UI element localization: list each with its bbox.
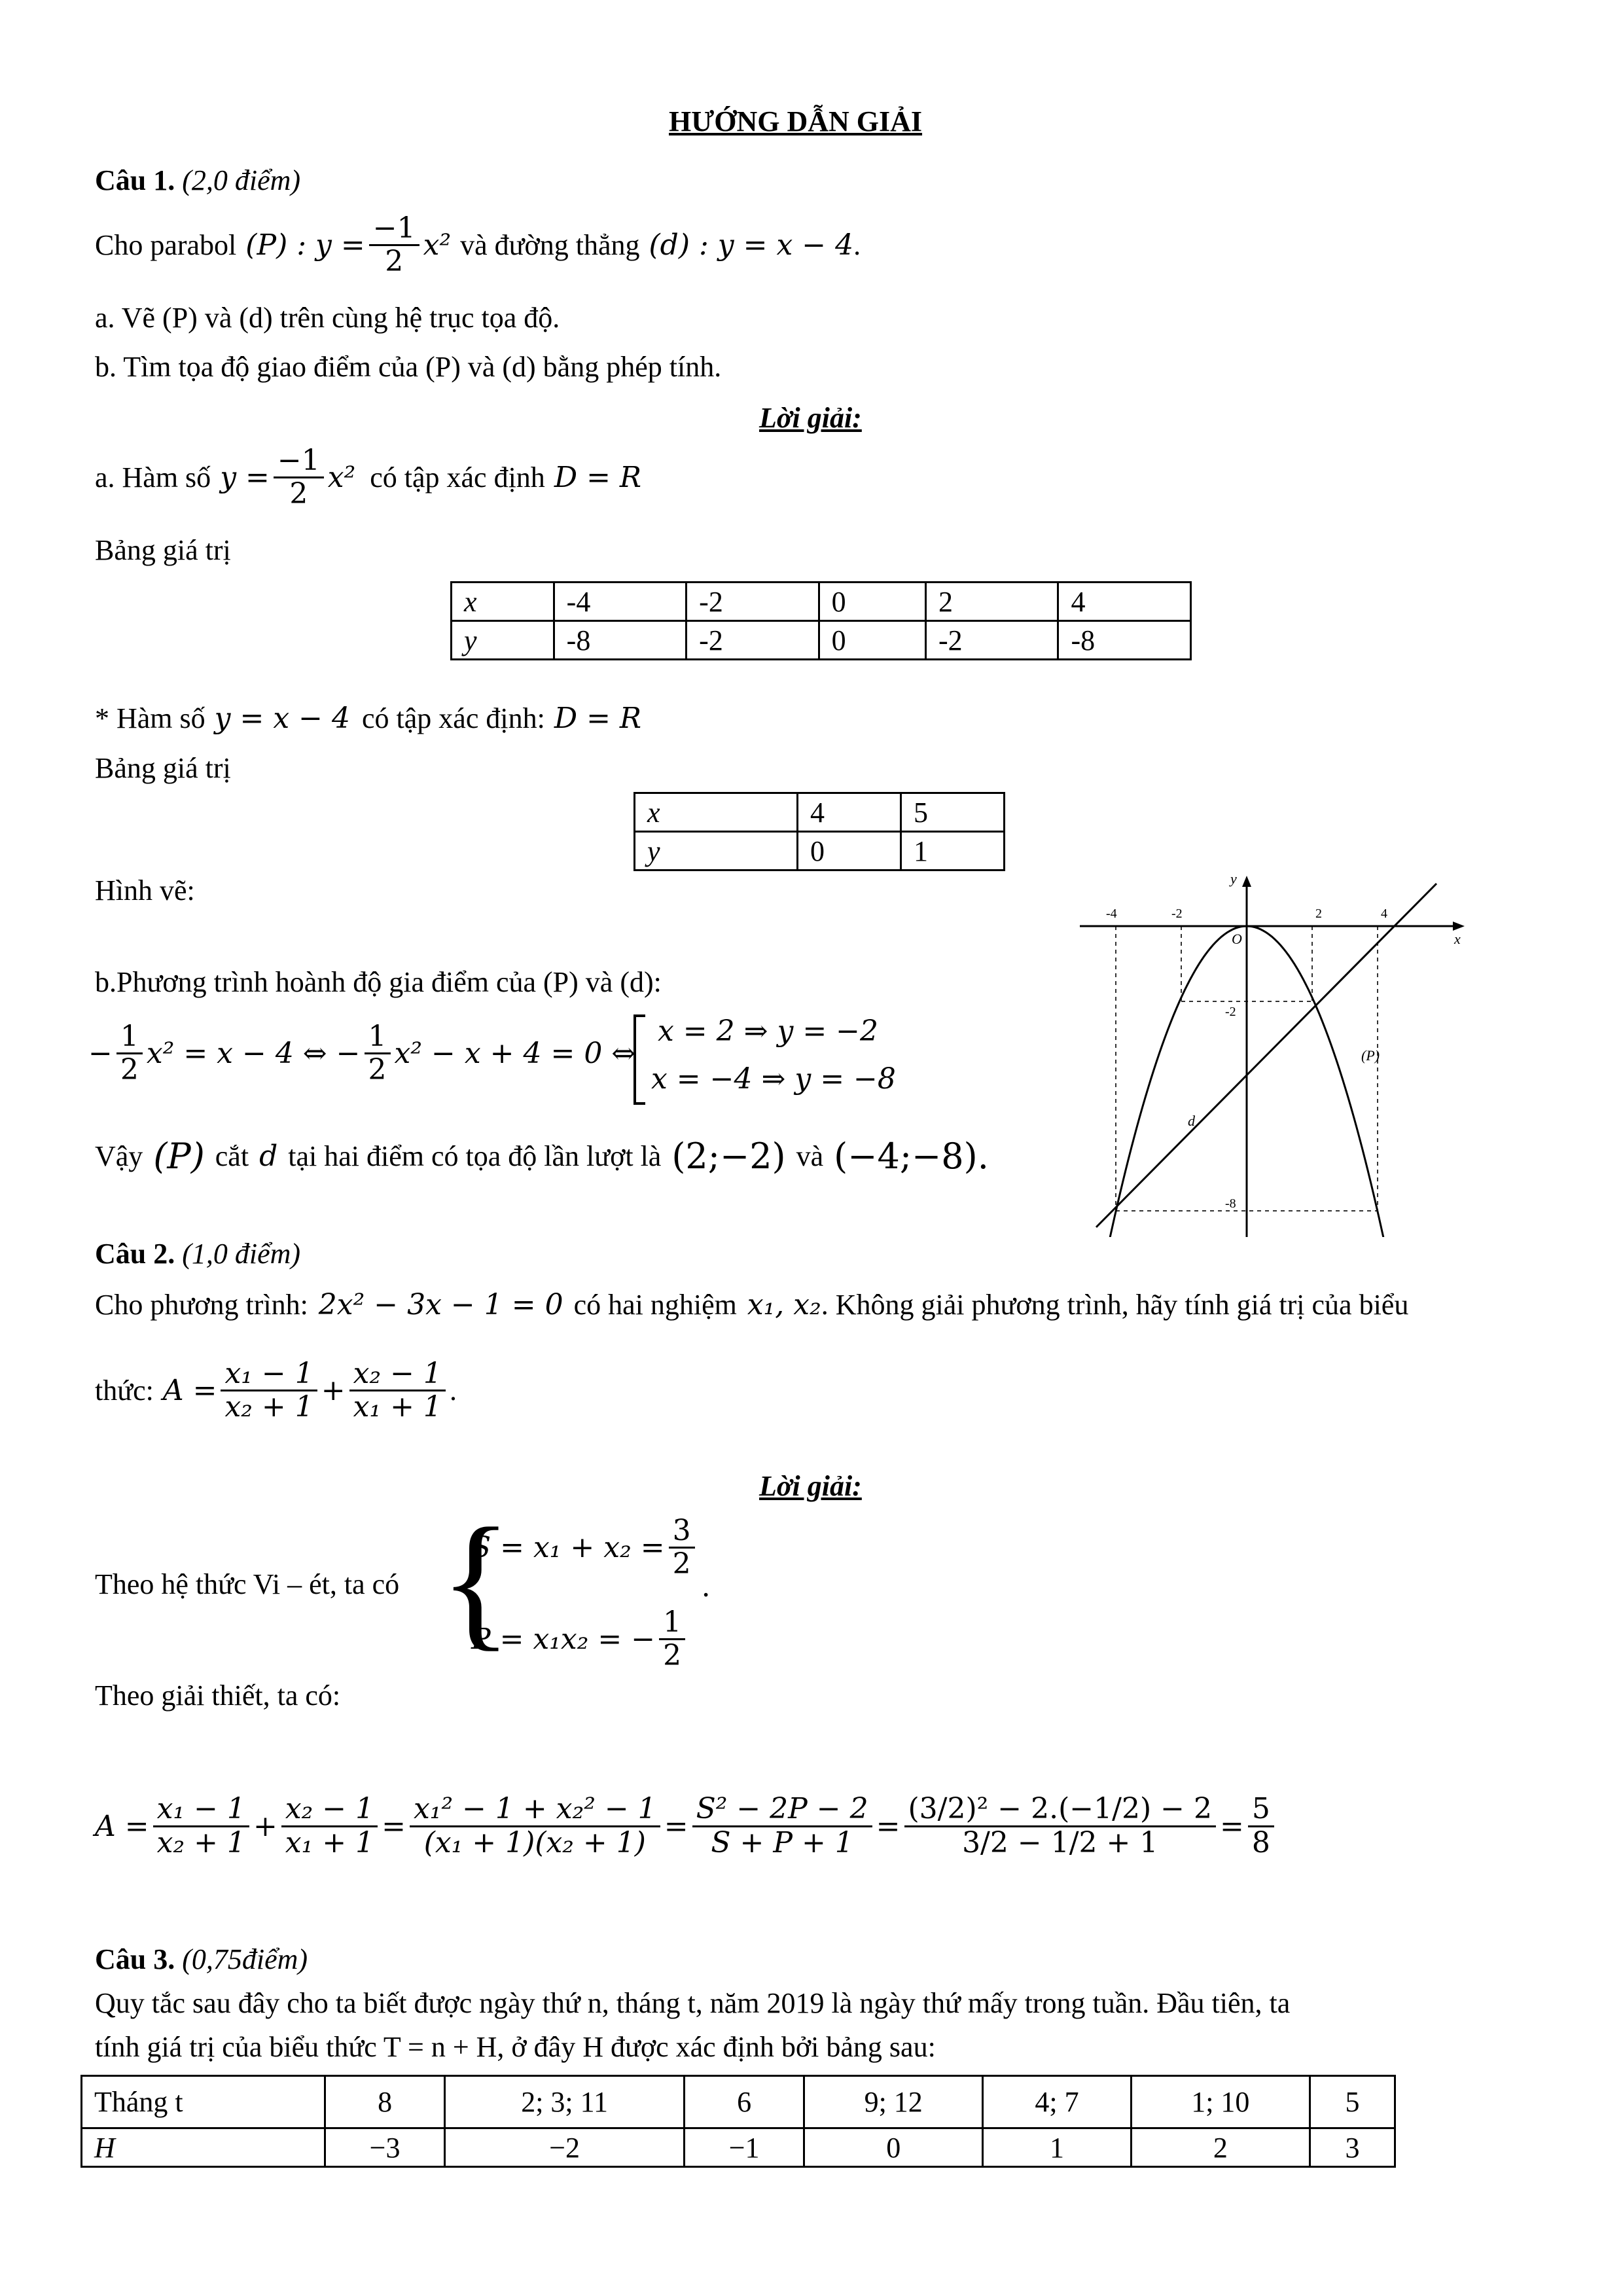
q3-heading bbox=[95, 1943, 308, 1976]
q2-stmt2-a: A = bbox=[162, 1374, 217, 1408]
q2-stmt-end: . Không giải phương trình, hãy tính giá trị của biểu bbox=[821, 1289, 1409, 1321]
table-cell: -2 bbox=[687, 621, 819, 660]
month-h-table bbox=[80, 2075, 1396, 2168]
q1-sol-a-frac: $\frac{-1}{2}$ bbox=[274, 445, 324, 511]
q1-sol-a-y: y = bbox=[220, 461, 270, 495]
q3-line2: tính giá trị của biểu thức T = n + H, ở đây H được xác định bởi bảng sau: bbox=[95, 2031, 936, 2063]
plus-sign: + bbox=[253, 1809, 277, 1843]
table-cell: 0 bbox=[819, 583, 925, 621]
q1-conclusion-text: tại hai điểm có tọa độ lần lượt là bbox=[288, 1140, 662, 1172]
table-cell: 4; 7 bbox=[983, 2076, 1131, 2128]
q1-conclusion-p: (P) bbox=[153, 1136, 205, 1177]
q2-calculation bbox=[95, 1741, 1278, 1911]
q1-sol-a-domain-text: có tập xác định bbox=[370, 461, 545, 494]
table-cell: Tháng t bbox=[82, 2076, 325, 2128]
table-cell: 0 bbox=[819, 621, 925, 660]
result-frac: $\frac{5}{8}$ bbox=[1248, 1793, 1274, 1859]
table-cell: y bbox=[452, 621, 554, 660]
value-table-line bbox=[633, 792, 1005, 871]
table-cell: 1 bbox=[901, 832, 1005, 870]
table-cell: 6 bbox=[685, 2076, 804, 2128]
table-row bbox=[452, 583, 1191, 621]
q1-sol-a-x2: x² bbox=[327, 461, 356, 495]
y-axis-label: y bbox=[1230, 870, 1237, 887]
equals-sign: = bbox=[1219, 1809, 1244, 1843]
q1-stmt-d: (d) : y = x − 4 bbox=[649, 228, 854, 262]
q2-stmt-mid: có hai nghiệm bbox=[573, 1289, 737, 1321]
q1-number: Câu 1. bbox=[95, 164, 175, 196]
q2-stmt2-end: . bbox=[449, 1374, 457, 1407]
tick-label: -2 bbox=[1171, 906, 1183, 921]
q1-figure-label: Hình vẽ: bbox=[95, 874, 195, 906]
q1-sol-b-case1: x = 2 ⇒ y = −2 bbox=[658, 1014, 879, 1048]
q1-points: (2,0 điểm) bbox=[182, 164, 301, 196]
parabola-line-figure bbox=[1073, 870, 1479, 1237]
table-cell: 8 bbox=[325, 2076, 445, 2128]
q2-vieta-end: . bbox=[701, 1570, 711, 1604]
q2-vieta-p-text: P = x₁x₂ = − bbox=[471, 1623, 656, 1657]
q1-part-a: a. Vẽ (P) và (d) trên cùng hệ trục tọa độ. bbox=[95, 302, 560, 334]
page-title: HƯỚNG DẪN GIẢI bbox=[669, 105, 923, 137]
tick-label: -4 bbox=[1106, 906, 1117, 921]
q1-table1-label: Bảng giá trị bbox=[95, 534, 231, 566]
table-cell: −1 bbox=[685, 2128, 804, 2167]
q2-vieta-p bbox=[471, 1607, 689, 1672]
origin-label: O bbox=[1232, 931, 1242, 947]
value-table-parabola bbox=[450, 581, 1192, 660]
q1-table2-label: Bảng giá trị bbox=[95, 752, 231, 784]
q1-statement bbox=[95, 213, 861, 278]
solution-bracket bbox=[633, 1014, 645, 1105]
q2-vieta-pre: Theo hệ thức Vi – ét, ta có bbox=[95, 1568, 400, 1600]
q1-conclusion bbox=[95, 1136, 989, 1177]
frac: $\frac{1}{2}$ bbox=[365, 1021, 391, 1086]
tick-label: 4 bbox=[1381, 906, 1387, 921]
table-cell: 1; 10 bbox=[1131, 2076, 1310, 2128]
table-cell: 2; 3; 11 bbox=[445, 2076, 685, 2128]
q1-sol-a-pre: a. Hàm số bbox=[95, 461, 211, 494]
table-row bbox=[635, 793, 1005, 832]
table-cell: y bbox=[635, 832, 798, 870]
q2-stmt-eq: 2x² − 3x − 1 = 0 bbox=[318, 1288, 563, 1321]
q2-number: Câu 2. bbox=[95, 1238, 175, 1270]
q1-sol-b-eq2: x² − x + 4 = 0 ⇔ bbox=[394, 1037, 636, 1071]
table-cell: x bbox=[452, 583, 554, 621]
frac: $\frac{\text{x₁ − 1}}{\text{x₂ + 1}}$ bbox=[221, 1358, 317, 1424]
q2-vieta-s-text: S = x₁ + x₂ = bbox=[471, 1531, 665, 1565]
table-cell: -2 bbox=[925, 621, 1058, 660]
frac: $\frac{1}{2}$ bbox=[659, 1607, 685, 1672]
q1-stmt-frac: $\frac{-1}{2}$ bbox=[369, 213, 419, 278]
table-row bbox=[82, 2128, 1395, 2167]
y-axis-arrow bbox=[1242, 876, 1251, 887]
q1-conclusion-mid: cắt bbox=[215, 1140, 249, 1172]
table-cell: 9; 12 bbox=[804, 2076, 983, 2128]
q1-stmt-end: . bbox=[853, 229, 861, 262]
table-cell: −2 bbox=[445, 2128, 685, 2167]
q2-stmt2-pre: thức: bbox=[95, 1374, 154, 1407]
q2-stmt-roots: x₁, x₂ bbox=[747, 1288, 821, 1321]
equals-sign: = bbox=[664, 1809, 688, 1843]
q1-stmt-pre: Cho parabol bbox=[95, 229, 237, 262]
table-cell: 5 bbox=[901, 793, 1005, 832]
table-cell: 2 bbox=[925, 583, 1058, 621]
q1-heading bbox=[95, 164, 300, 197]
table-cell: -2 bbox=[687, 583, 819, 621]
table-cell: x bbox=[635, 793, 798, 832]
x-axis-label: x bbox=[1454, 931, 1461, 947]
q1-part-b: b. Tìm tọa độ giao điểm của (P) và (d) bằng phép tính. bbox=[95, 351, 722, 383]
tick-label: -8 bbox=[1225, 1196, 1236, 1211]
table-cell: −3 bbox=[325, 2128, 445, 2167]
q1-sol-b-eq1: x² = x − 4 ⇔ − bbox=[146, 1037, 361, 1071]
q3-number: Câu 3. bbox=[95, 1943, 175, 1975]
q1-sol-b-equation: − $\frac{1}{2}$ x² = x − 4 ⇔ − $\frac{1}{2}$ x² − x + 4 = 0 ⇔ bbox=[88, 1020, 636, 1087]
frac: $\frac{\text{(3/2)² − 2.(−1/2) − 2}}{3/2 - 1/2 + 1}$ bbox=[904, 1793, 1216, 1859]
q1-conclusion-pt1: (2;−2) bbox=[671, 1136, 786, 1177]
q1-line-domain: D = R bbox=[554, 702, 642, 735]
q2-solution-label: Lời giải: bbox=[759, 1470, 862, 1502]
q2-points: (1,0 điểm) bbox=[182, 1238, 301, 1270]
table-row bbox=[82, 2076, 1395, 2128]
frac: $\frac{\text{x₁ − 1}}{\text{x₂ + 1}}$ bbox=[153, 1793, 249, 1859]
table-cell: 4 bbox=[798, 793, 901, 832]
tick-label: -2 bbox=[1225, 1005, 1236, 1019]
table-cell: 1 bbox=[983, 2128, 1131, 2167]
q1-line-function bbox=[95, 702, 641, 735]
table-row bbox=[635, 832, 1005, 870]
q3-points: (0,75điểm) bbox=[182, 1943, 308, 1975]
q2-statement bbox=[95, 1288, 1408, 1321]
line-d bbox=[1096, 884, 1436, 1227]
calc-a: A = bbox=[95, 1809, 149, 1843]
table-cell: 3 bbox=[1310, 2128, 1395, 2167]
q2-vieta-s bbox=[471, 1514, 711, 1604]
line-d-label: d bbox=[1188, 1113, 1195, 1129]
q2-stmt-pre: Cho phương trình: bbox=[95, 1289, 308, 1321]
plus-sign: + bbox=[321, 1374, 346, 1408]
q1-line-eq: y = x − 4 bbox=[214, 702, 351, 735]
q2-statement-line2 bbox=[95, 1358, 457, 1424]
frac: $\frac{3}{2}$ bbox=[669, 1515, 695, 1581]
q1-line-domain-text: có tập xác định: bbox=[362, 702, 545, 734]
table-cell: 2 bbox=[1131, 2128, 1310, 2167]
q1-stmt-p: (P) : y = bbox=[245, 228, 365, 262]
tick-label: 2 bbox=[1315, 906, 1322, 921]
q1-sol-a bbox=[95, 445, 641, 511]
table-cell: -8 bbox=[1058, 621, 1191, 660]
q1-solution-label: Lời giải: bbox=[759, 402, 862, 434]
frac: $\frac{\text{x₂ − 1}}{\text{x₁ + 1}}$ bbox=[349, 1358, 446, 1424]
q1-conclusion-pre: Vậy bbox=[95, 1140, 143, 1172]
frac: $\frac{\text{x₁² − 1 + x₂² − 1}}{\text{(x₁ + 1)(x₂ + 1)}}$ bbox=[410, 1793, 660, 1859]
equals-sign: = bbox=[382, 1809, 406, 1843]
table-row bbox=[452, 621, 1191, 660]
frac: $\frac{\text{x₂ − 1}}{\text{x₁ + 1}}$ bbox=[281, 1793, 378, 1859]
table-cell: 0 bbox=[804, 2128, 983, 2167]
table-cell: -8 bbox=[554, 621, 687, 660]
equals-sign: = bbox=[876, 1809, 901, 1843]
q1-conclusion-and: và bbox=[796, 1140, 824, 1172]
q1-stmt-mid: và đường thẳng bbox=[460, 229, 640, 262]
system-brace: { bbox=[440, 1497, 512, 1664]
q1-sol-b-intro: b.Phương trình hoành độ gia điểm của (P) và (d): bbox=[95, 966, 662, 998]
q1-conclusion-pt2: (−4;−8). bbox=[834, 1136, 989, 1177]
q1-conclusion-d: d bbox=[259, 1139, 278, 1173]
q1-stmt-x2: x² bbox=[423, 228, 452, 262]
q1-sol-a-domain: D = R bbox=[554, 461, 642, 495]
table-cell: -4 bbox=[554, 583, 687, 621]
q2-given: Theo giải thiết, ta có: bbox=[95, 1679, 341, 1712]
table-cell: 0 bbox=[798, 832, 901, 870]
table-cell: 4 bbox=[1058, 583, 1191, 621]
q2-heading bbox=[95, 1237, 300, 1270]
q1-line-pre: * Hàm số bbox=[95, 702, 205, 734]
frac: $\frac{1}{2}$ bbox=[116, 1021, 143, 1086]
table-cell: 5 bbox=[1310, 2076, 1395, 2128]
q3-line1: Quy tắc sau đây cho ta biết được ngày thứ n, tháng t, năm 2019 là ngày thứ mấy trong tuần. Đầu tiên, ta bbox=[95, 1987, 1291, 2019]
parabola-label: (P) bbox=[1361, 1047, 1380, 1064]
x-axis-arrow bbox=[1453, 922, 1465, 931]
table-cell: H bbox=[82, 2128, 325, 2167]
frac: $\frac{\text{S² − 2P − 2}}{S + P + 1}$ bbox=[692, 1793, 872, 1859]
q1-sol-b-case2: x = −4 ⇒ y = −8 bbox=[651, 1062, 896, 1096]
